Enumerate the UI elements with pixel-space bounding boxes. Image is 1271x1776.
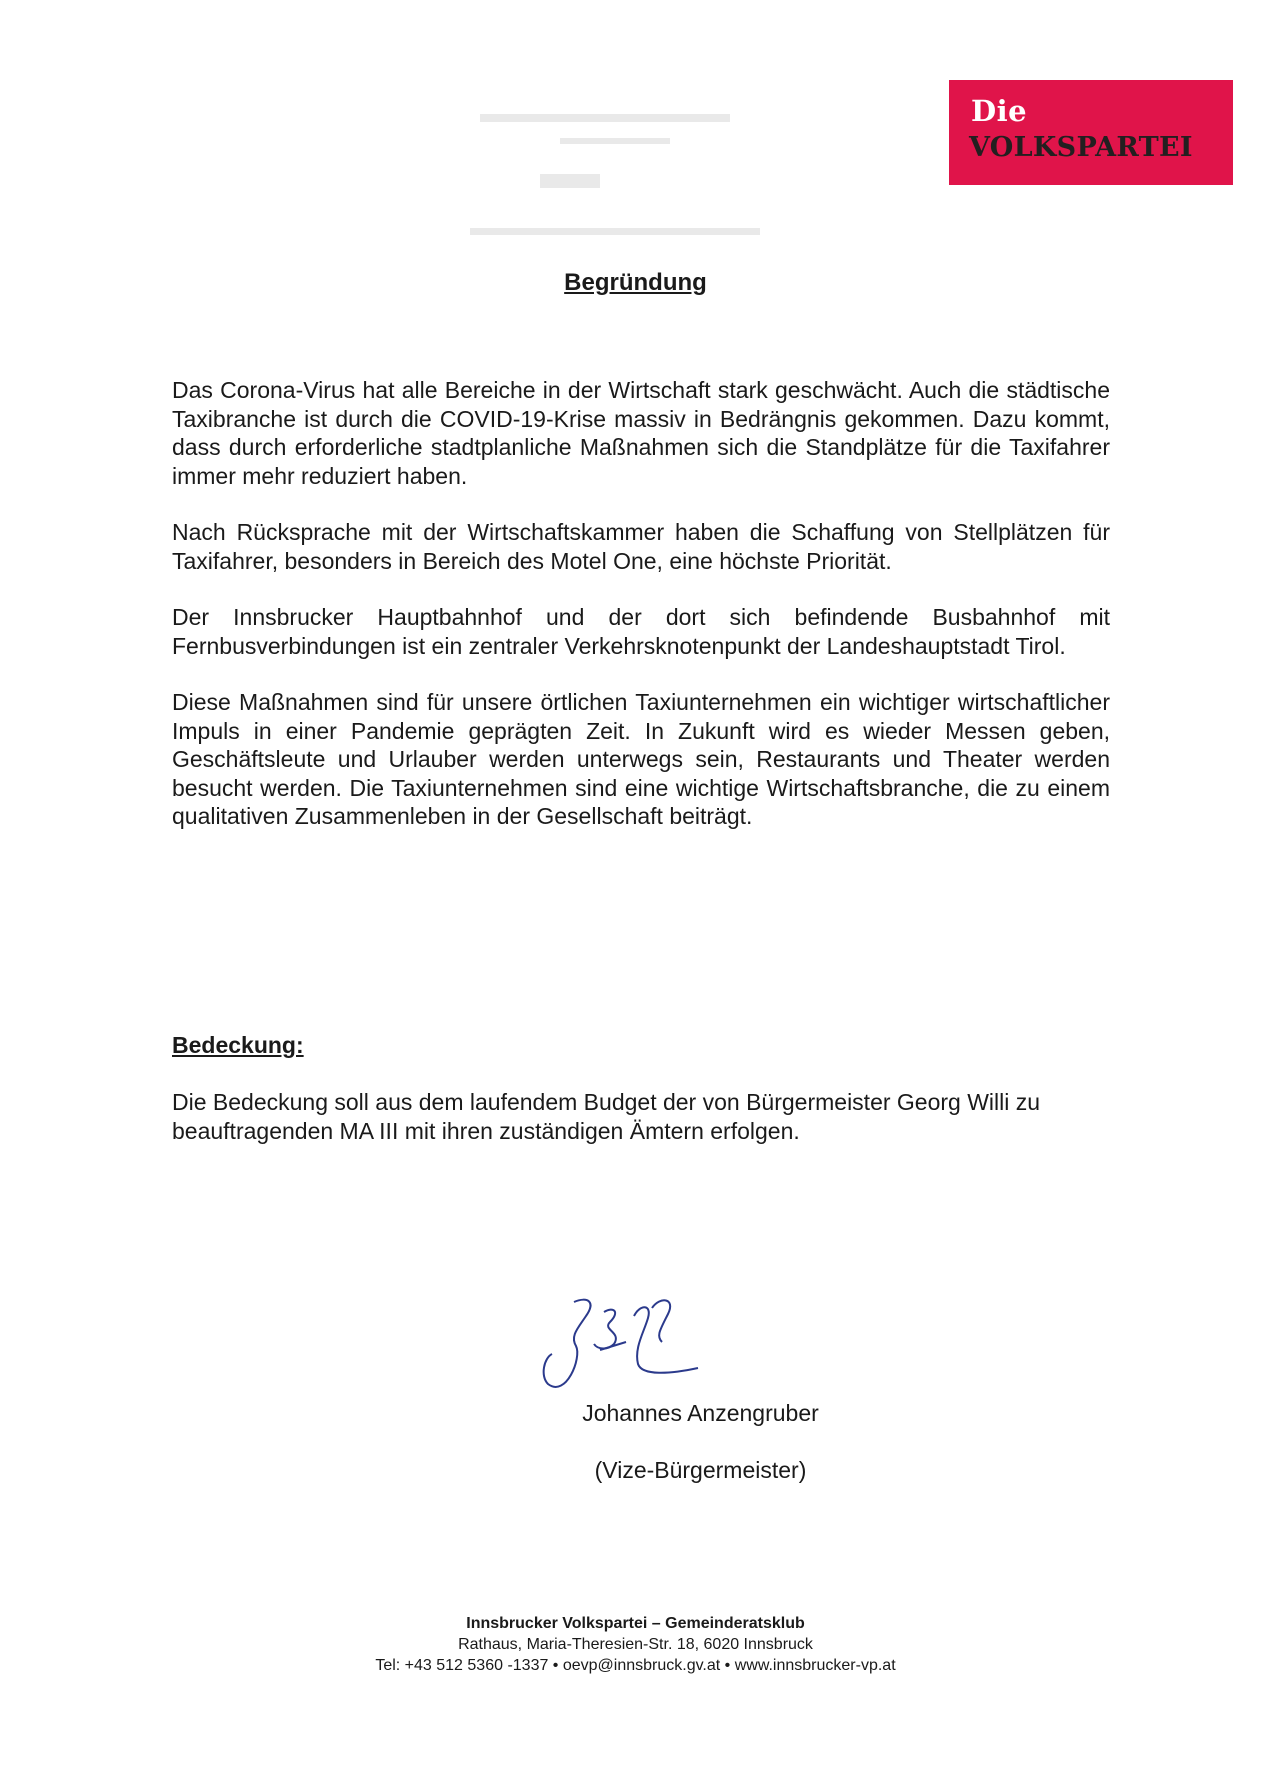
footer-contact: Tel: +43 512 5360 -1337 • oevp@innsbruck.gv.at • www.innsbrucker-vp.at bbox=[375, 1657, 896, 1674]
footer-organization: Innsbrucker Volkspartei – Gemeinderatsklub bbox=[466, 1615, 805, 1632]
signer-role: (Vize-Bürgermeister) bbox=[594, 1457, 807, 1483]
party-logo bbox=[949, 80, 1233, 185]
handwritten-signature bbox=[530, 1288, 730, 1418]
justification-body bbox=[172, 376, 1110, 859]
logo-text-volkspartei: VOLKSPARTEI bbox=[969, 132, 1193, 163]
logo-text-die: Die bbox=[971, 94, 1028, 128]
letterhead-footer bbox=[0, 1613, 1271, 1676]
paragraph-3: Der Innsbrucker Hauptbahnhof und der dort sich befindende Busbahnhof mit Fernbusverbindungen ist ein zentraler Verkehrsknotenpunkt der Landeshauptstadt Tirol. bbox=[172, 604, 1110, 659]
footer-address: Rathaus, Maria-Theresien-Str. 18, 6020 Innsbruck bbox=[458, 1636, 813, 1653]
coverage-heading: Bedeckung: bbox=[172, 1032, 304, 1058]
page-title: Begründung bbox=[564, 269, 707, 296]
faded-stamp-mark bbox=[470, 108, 770, 248]
paragraph-2: Nach Rücksprache mit der Wirtschaftskammer haben die Schaffung von Stellplätzen für Taxifahrer, besonders in Bereich des Motel One, eine höchste Priorität. bbox=[172, 519, 1110, 574]
paragraph-1: Das Corona-Virus hat alle Bereiche in der Wirtschaft stark geschwächt. Auch die städtische Taxibranche ist durch die COVID-19-Krise massiv in Bedrängnis gekommen. Dazu kommt, dass durch erforderliche stadtplanliche Maßnahmen sich die Standplätze für die Taxifahrer immer mehr reduziert haben. bbox=[172, 377, 1110, 489]
coverage-text: Die Bedeckung soll aus dem laufendem Budget der von Bürgermeister Georg Willi zu beauftragenden MA III mit ihren zuständigen Ämtern erfolgen. bbox=[172, 1089, 1041, 1144]
paragraph-4: Diese Maßnahmen sind für unsere örtlichen Taxiunternehmen ein wichtiger wirtschaftlicher Impuls in einer Pandemie geprägten Zeit. In Zukunft wird es wieder Messen geben, Geschäftsleute und Urlauber werden unterwegs sein, Restaurants und Theater werden besucht werden. Die Taxiunternehmen sind eine wichtige Wirtschaftsbranche, die zu einem qualitativen Zusammenleben in der Gesellschaft beiträgt. bbox=[172, 689, 1110, 829]
signer-name: Johannes Anzengruber bbox=[582, 1400, 819, 1426]
